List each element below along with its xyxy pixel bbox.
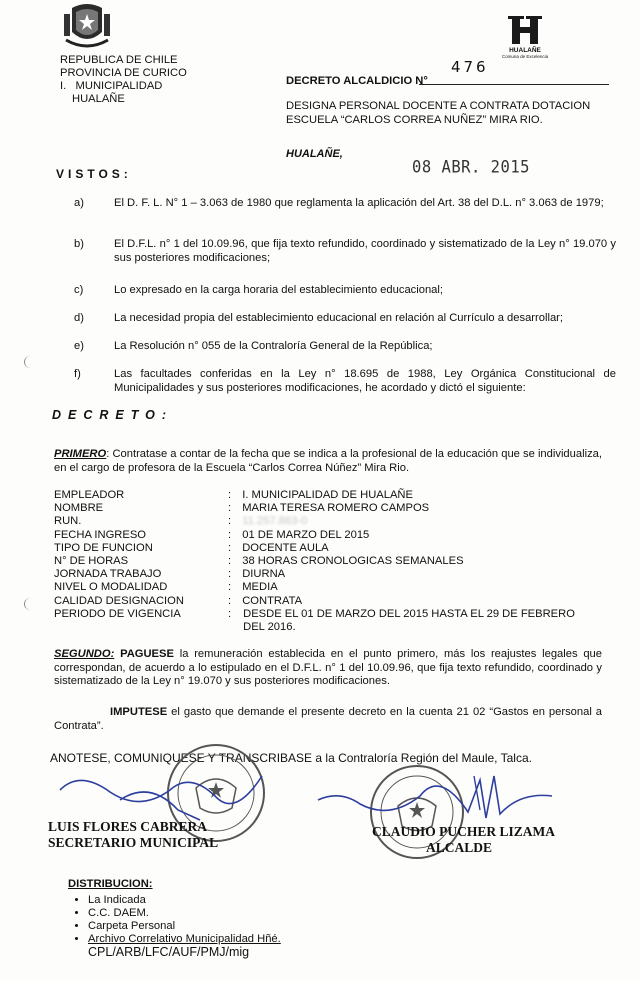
authority-line-4: HUALAÑE xyxy=(72,93,125,105)
detail-value: MARIA TERESA ROMERO CAMPOS xyxy=(242,502,430,515)
item-text: El D. F. L. N° 1 – 3.063 de 1980 que reglamenta la aplicación del Art. 38 del D.L. n° 3.063 de 1979; xyxy=(114,197,604,209)
distribution-heading: DISTRIBUCION: xyxy=(68,878,153,890)
decreto-heading: DECRETO: xyxy=(52,408,174,422)
detail-label: FECHA INGRESO xyxy=(54,528,147,541)
detail-label: NOMBRE xyxy=(54,502,104,515)
segundo-keyword: PAGUESE xyxy=(114,648,174,660)
detail-row: TIPO DE FUNCION : DOCENTE AULA xyxy=(54,541,329,554)
detail-row: NIVEL O MODALIDAD : MEDIA xyxy=(54,581,278,594)
secretary-signature-icon xyxy=(60,776,262,820)
detail-value: DESDE EL 01 DE MARZO DEL 2015 HASTA EL 29 DE FEBRERO DEL 2016. xyxy=(243,607,575,634)
closing-formula: ANOTESE, COMUNIQUESE Y TRANSCRIBASE a la Contraloría Región del Maule, Talca. xyxy=(50,751,532,765)
item-text: Lo expresado en la carga horaria del establecimiento educacional; xyxy=(114,284,443,296)
detail-row: JORNADA TRABAJO : DIURNA xyxy=(54,568,286,581)
detail-label: NIVEL O MODALIDAD xyxy=(54,581,168,594)
vistos-heading: VISTOS: xyxy=(56,167,132,181)
item-text: Las facultades conferidas en la Ley n° 18.695 de 1988, Ley Orgánica Constitucional de Municipalidades y sus posteriores modificaciones, he acordado y dictó el siguiente: xyxy=(114,368,616,394)
authority-line-1: REPUBLICA DE CHILE xyxy=(60,54,178,66)
detail-row: PERIODO DE VIGENCIA : DESDE EL 01 DE MARZO DEL 2015 HASTA EL 29 DE FEBRERO DEL 2016. xyxy=(54,608,614,634)
item-letter: c) xyxy=(74,284,84,296)
secretary-title: SECRETARIO MUNICIPAL xyxy=(48,835,219,850)
item-letter: d) xyxy=(74,312,84,324)
detail-value: DIURNA xyxy=(242,568,286,581)
detail-label: CALIDAD DESIGNACION xyxy=(54,594,184,607)
imputese-text: el gasto que demande el presente decreto en la cuenta 21 02 “Gastos en personal a Contrata”. xyxy=(54,706,602,732)
distribution-item: • La Indicada xyxy=(88,894,281,907)
authority-line-3: I. MUNICIPALIDAD xyxy=(60,80,163,92)
distribution-item: • Archivo Correlativo Municipalidad Hñé. xyxy=(88,933,281,946)
detail-label: N° DE HORAS xyxy=(54,554,129,567)
distribution-item: • C.C. DAEM. xyxy=(88,907,281,920)
segundo-label: SEGUNDO: xyxy=(54,648,115,660)
mayor-title: ALCALDE xyxy=(426,840,493,855)
detail-label: TIPO DE FUNCION xyxy=(54,541,153,554)
detail-label: EMPLEADOR xyxy=(54,489,125,501)
logo-word: HUALAÑE xyxy=(509,47,541,54)
distribution-item: • Carpeta Personal xyxy=(88,920,281,933)
primero-label: PRIMERO xyxy=(54,448,107,460)
detail-label: JORNADA TRABAJO xyxy=(54,568,162,581)
detail-row: FECHA INGRESO : 01 DE MARZO DEL 2015 xyxy=(54,528,370,541)
decree-label: DECRETO ALCALDICIO N° xyxy=(286,75,428,87)
redacted-run-value: 11.257.863-0 xyxy=(242,515,308,528)
distribution-list xyxy=(68,878,281,946)
detail-label: PERIODO DE VIGENCIA xyxy=(54,607,181,620)
reference-initials: CPL/ARB/LFC/AUF/PMJ/mig xyxy=(88,945,250,959)
segundo-text: la remuneración establecida en el punto primero, más los reajustes legales que correspondan, de acuerdo a lo estipulado en el D.F.L. n° 1 del 10.09.96, que fija texto refundido, coordinado y sistematizado de la Ley n° 19.070 y sus posteriores modificaciones. xyxy=(54,648,602,688)
detail-row: RUN. : 11.257.863-0 xyxy=(54,515,308,528)
item-text: La Resolución n° 055 de la Contraloría General de la República; xyxy=(114,340,433,352)
detail-row: N° DE HORAS : 38 HORAS CRONOLOGICAS SEMANALES xyxy=(54,554,464,567)
secretary-signature-block xyxy=(48,819,218,851)
item-letter: e) xyxy=(74,340,84,352)
date-stamp: 08 ABR. 2015 xyxy=(412,157,530,177)
detail-row: EMPLEADOR : I. MUNICIPALIDAD DE HUALAÑE xyxy=(54,489,413,501)
detail-label: RUN. xyxy=(54,515,82,528)
mayor-name: CLAUDIO PUCHER LIZAMA xyxy=(372,824,556,839)
item-letter: f) xyxy=(74,368,81,380)
item-letter: b) xyxy=(74,238,84,250)
item-text: La necesidad propia del establecimiento educacional en relación al Currículo a desarrollar; xyxy=(114,312,564,324)
detail-row: CALIDAD DESIGNACION : CONTRATA xyxy=(54,594,303,607)
decree-subject: DESIGNA PERSONAL DOCENTE A CONTRATA DOTACION ESCUELA “CARLOS CORREA NUÑEZ” MIRA RIO. xyxy=(286,100,591,126)
detail-value: CONTRATA xyxy=(242,594,303,607)
item-text: El D.F.L. n° 1 del 10.09.96, que fija texto refundido, coordinado y sistematizado de la Ley n° 19.070 y sus posteriores modificaciones; xyxy=(114,238,616,264)
detail-row: NOMBRE : MARIA TERESA ROMERO CAMPOS xyxy=(54,502,430,515)
item-letter: a) xyxy=(74,197,84,209)
primero-text: : Contratase a contar de la fecha que se indica a la profesional de la educación que se individualiza, en el cargo de profesora de la Escuela “Carlos Correa Núñez” Mira Rio. xyxy=(54,448,602,474)
detail-value: DOCENTE AULA xyxy=(242,541,329,554)
logo-tagline: Comuna de Excelencia xyxy=(501,54,549,59)
punch-hole-mark xyxy=(24,598,37,610)
detail-value: 38 HORAS CRONOLOGICAS SEMANALES xyxy=(242,554,464,567)
secretary-name: LUIS FLORES CABRERA xyxy=(48,819,208,834)
authority-line-2: PROVINCIA DE CURICO xyxy=(60,67,187,79)
punch-hole-mark xyxy=(24,356,37,368)
detail-value: 01 DE MARZO DEL 2015 xyxy=(242,528,370,541)
decree-place: HUALAÑE, xyxy=(286,148,343,160)
imputese-keyword: IMPUTESE xyxy=(110,706,168,718)
mayor-signature-block xyxy=(372,824,555,856)
detail-value: MEDIA xyxy=(242,581,278,594)
detail-value: I. MUNICIPALIDAD DE HUALAÑE xyxy=(242,489,413,501)
decree-number: 476 xyxy=(450,58,489,76)
